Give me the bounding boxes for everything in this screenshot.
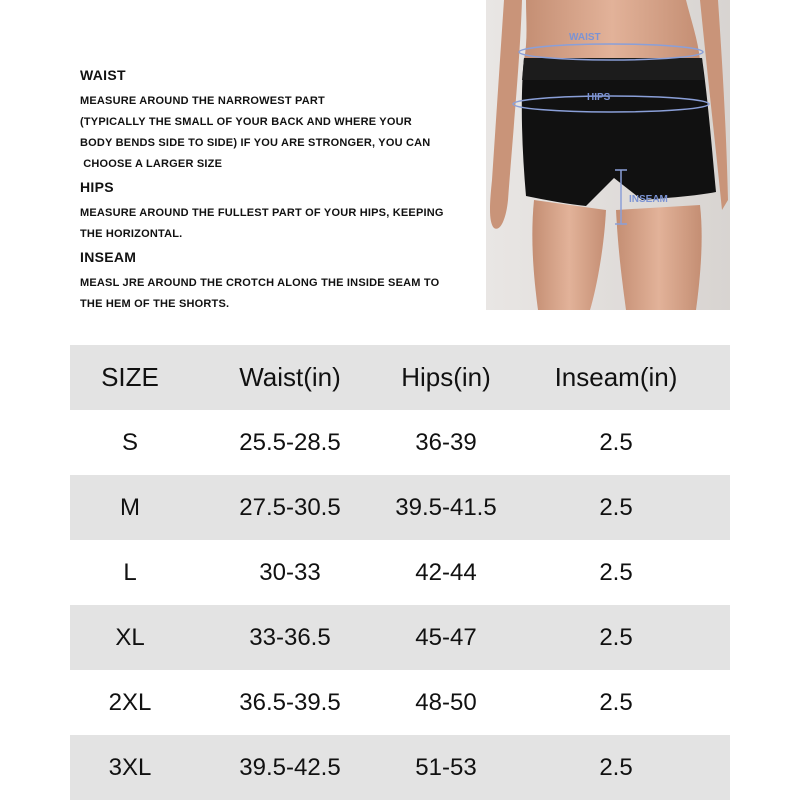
table-row <box>70 540 730 605</box>
table-row <box>70 475 730 540</box>
inseam-cell: 2.5 <box>599 558 633 586</box>
header-waist: Waist(in) <box>239 362 341 392</box>
waist-cell: 33-36.5 <box>249 623 331 651</box>
torso <box>524 0 700 60</box>
hips-cell: 42-44 <box>415 558 477 586</box>
waistband <box>522 58 704 80</box>
inseam-cell: 2.5 <box>599 493 633 521</box>
hips-heading: HIPS <box>80 179 114 195</box>
hips-photo-label: HIPS <box>587 92 611 103</box>
table-row <box>70 605 730 670</box>
waist-line-2: (TYPICALLY THE SMALL OF YOUR BACK AND WHERE YOUR <box>80 116 412 128</box>
table-row <box>70 410 730 475</box>
product-photo <box>486 0 730 310</box>
waist-line-4: CHOOSE A LARGER SIZE <box>80 158 223 170</box>
right-leg <box>616 205 702 310</box>
inseam-cell: 2.5 <box>599 753 633 781</box>
size-cell: L <box>123 558 137 586</box>
waist-cell: 27.5-30.5 <box>239 493 341 521</box>
waist-cell: 39.5-42.5 <box>239 753 341 781</box>
waist-cell: 36.5-39.5 <box>239 688 341 716</box>
hips-line-2: THE HORIZONTAL. <box>80 228 183 240</box>
header-inseam: Inseam(in) <box>554 362 678 392</box>
hips-line-1: MEASURE AROUND THE FULLEST PART OF YOUR HIPS, KEEPING <box>80 207 444 219</box>
waist-heading: WAIST <box>80 67 126 83</box>
inseam-cell: 2.5 <box>599 623 633 651</box>
header-hips: Hips(in) <box>401 362 491 392</box>
header-size: SIZE <box>101 362 159 392</box>
size-chart-table <box>70 345 730 800</box>
waist-line-3: BODY BENDS SIDE TO SIDE) IF YOU ARE STRONGER, YOU CAN <box>80 137 431 149</box>
size-cell: S <box>121 428 138 456</box>
table-header-row <box>70 345 730 410</box>
waist-cell: 30-33 <box>259 558 321 586</box>
table-row <box>70 670 730 735</box>
table-row <box>70 735 730 800</box>
waist-line-1: MEASURE AROUND THE NARROWEST PART <box>80 95 325 107</box>
inseam-line-1: MEASL JRE AROUND THE CROTCH ALONG THE INSIDE SEAM TO <box>80 277 440 289</box>
hips-cell: 48-50 <box>415 688 477 716</box>
hips-cell: 45-47 <box>415 623 477 651</box>
waist-description <box>80 91 430 175</box>
hips-cell: 51-53 <box>415 753 477 781</box>
waist-photo-label: WAIST <box>569 32 601 43</box>
size-cell: 2XL <box>108 688 152 716</box>
size-cell: 3XL <box>108 753 152 781</box>
hips-cell: 36-39 <box>415 428 477 456</box>
inseam-cell: 2.5 <box>599 428 633 456</box>
size-cell: M <box>120 493 140 521</box>
inseam-line-2: THE HEM OF THE SHORTS. <box>80 298 230 310</box>
hips-description <box>80 203 444 245</box>
inseam-description <box>80 273 439 315</box>
waist-cell: 25.5-28.5 <box>239 428 341 456</box>
inseam-photo-label: INSEAM <box>629 194 668 205</box>
inseam-heading: INSEAM <box>80 249 137 265</box>
inseam-cell: 2.5 <box>599 688 633 716</box>
size-cell: XL <box>115 623 145 651</box>
hips-cell: 39.5-41.5 <box>395 493 497 521</box>
